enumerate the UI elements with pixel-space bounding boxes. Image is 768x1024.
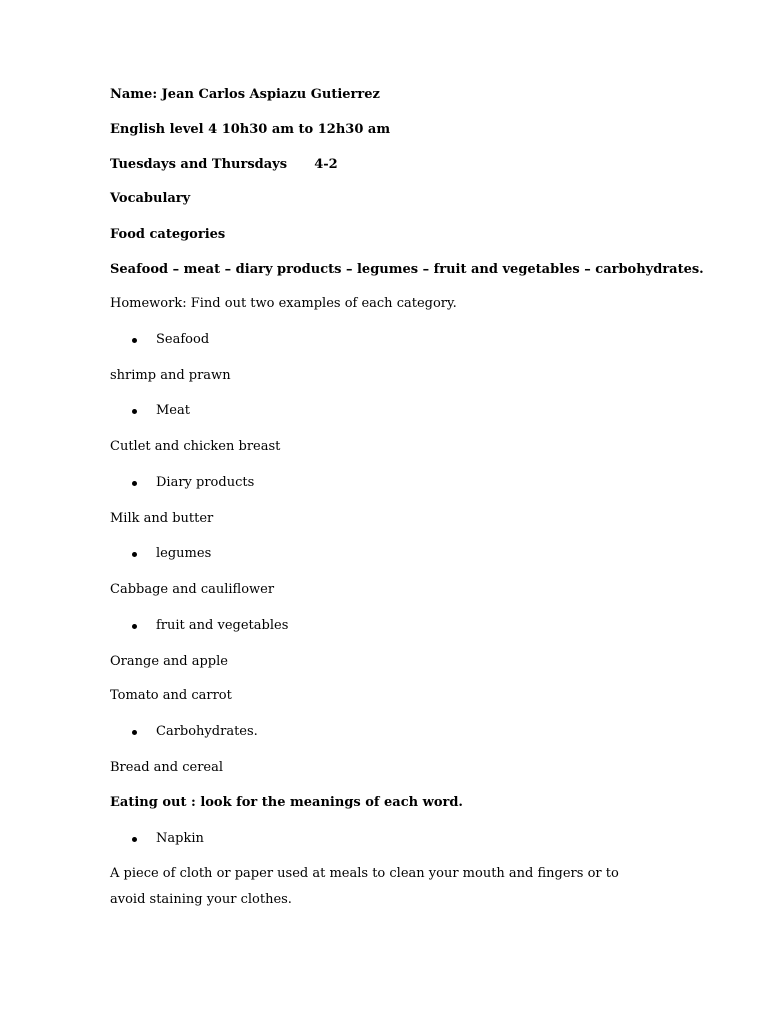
category-label: Diary products — [156, 475, 255, 490]
category-example: Milk and butter — [110, 511, 214, 526]
list-item — [132, 618, 288, 634]
list-item — [132, 403, 190, 419]
vocabulary-word: Napkin — [156, 831, 204, 846]
student-name: Name: Jean Carlos Aspiazu Gutierrez — [110, 87, 380, 102]
category-label: Carbohydrates. — [156, 724, 258, 739]
bullet-icon — [132, 837, 137, 842]
category-label: legumes — [156, 546, 212, 561]
bullet-icon — [132, 624, 137, 629]
category-example: Orange and apple — [110, 654, 228, 669]
category-example: Tomato and carrot — [110, 688, 232, 703]
word-definition: A piece of cloth or paper used at meals to clean your mouth and fingers or to avoid staining your clothes. — [110, 866, 619, 907]
categories-list: Seafood – meat – diary products – legumes – fruit and vegetables – carbohydrates. — [110, 262, 704, 277]
bullet-icon — [132, 409, 137, 414]
food-categories-heading: Food categories — [110, 227, 226, 242]
list-item — [132, 332, 209, 348]
bullet-icon — [132, 481, 137, 486]
category-label: Seafood — [156, 332, 210, 347]
category-example: Bread and cereal — [110, 760, 224, 775]
class-days: Tuesdays and Thursdays 4-2 — [110, 157, 338, 172]
bullet-icon — [132, 338, 137, 343]
list-item — [132, 475, 254, 491]
list-item — [132, 546, 211, 562]
homework-instruction: Homework: Find out two examples of each category. — [110, 296, 457, 311]
list-item — [132, 831, 204, 847]
list-item — [132, 724, 258, 740]
vocabulary-heading: Vocabulary — [110, 191, 191, 206]
bullet-icon — [132, 552, 137, 557]
eating-out-heading: Eating out : look for the meanings of each word. — [110, 795, 463, 810]
bullet-icon — [132, 730, 137, 735]
category-example: Cabbage and cauliflower — [110, 582, 275, 597]
category-label: fruit and vegetables — [156, 618, 289, 633]
class-level: English level 4 10h30 am to 12h30 am — [110, 122, 391, 137]
category-example: Cutlet and chicken breast — [110, 439, 281, 454]
category-label: Meat — [156, 403, 190, 418]
category-example: shrimp and prawn — [110, 368, 231, 383]
